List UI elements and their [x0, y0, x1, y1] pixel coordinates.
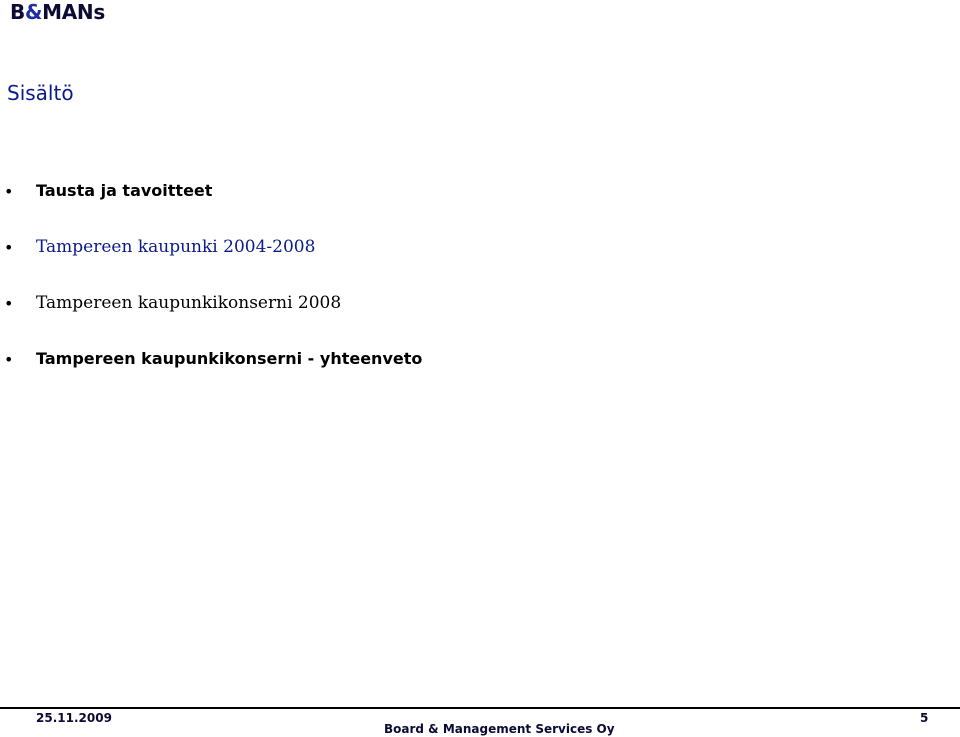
- brand-logo-part1: B: [10, 0, 25, 24]
- list-item-text: Tampereen kaupunkikonserni 2008: [36, 293, 342, 313]
- brand-logo-part2: MANs: [42, 0, 105, 24]
- page-title: Sisältö: [7, 81, 74, 105]
- list-item-text: Tausta ja tavoitteet: [36, 181, 213, 200]
- list-item-text: Tampereen kaupunki 2004-2008: [36, 237, 316, 257]
- footer-date: 25.11.2009: [36, 711, 112, 725]
- footer-divider: [0, 707, 960, 709]
- list-item-text: Tampereen kaupunkikonserni - yhteenveto: [36, 349, 423, 368]
- bullet-icon: •: [4, 182, 14, 201]
- page-number: 5: [920, 711, 929, 725]
- bullet-icon: •: [4, 350, 14, 369]
- brand-logo: [10, 0, 105, 24]
- bullet-icon: •: [4, 294, 14, 313]
- bullet-icon: •: [4, 238, 14, 257]
- brand-logo-ampersand: &: [24, 0, 43, 24]
- footer-company: Board & Management Services Oy: [384, 722, 615, 736]
